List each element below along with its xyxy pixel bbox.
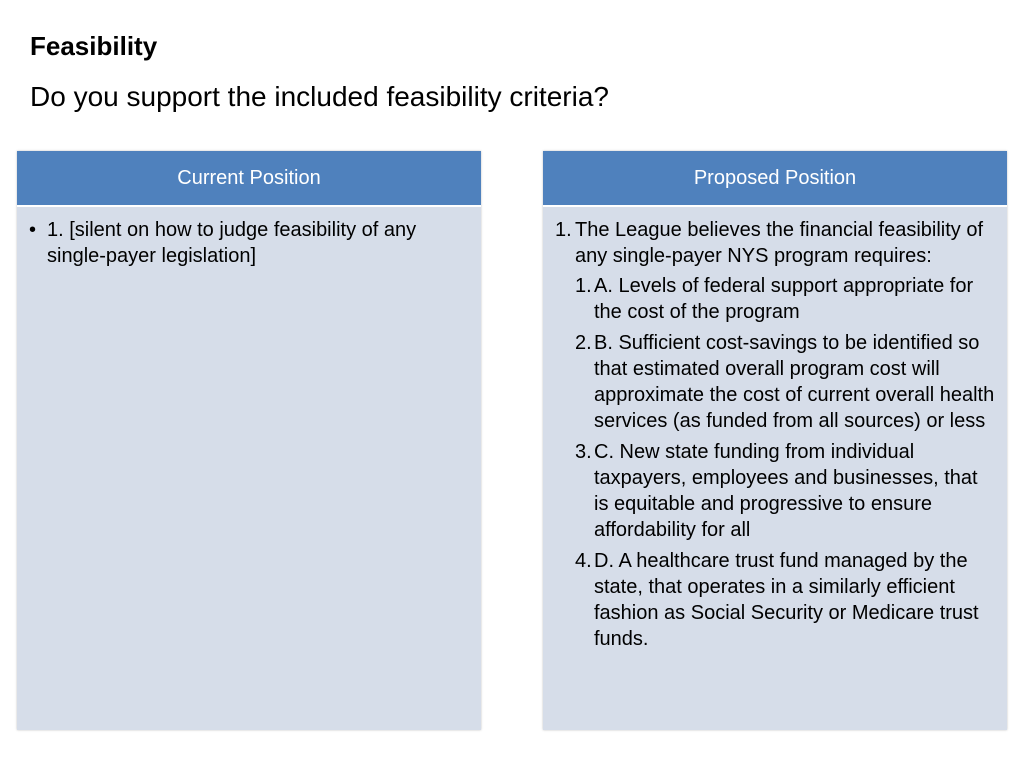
- proposed-main-text: The League believes the financial feasibility of any single-payer NYS program requires:: [575, 219, 984, 267]
- criterion-number: 3.: [575, 441, 592, 463]
- proposed-main-number: 1.: [555, 219, 572, 241]
- criterion-text: A. Levels of federal support appropriate for the cost of the program: [594, 275, 974, 323]
- criterion-text: D. A healthcare trust fund managed by the state, that operates in a similarly efficient fashion as Social Security or Medicare trust funds.: [594, 550, 979, 650]
- proposed-criterion: [575, 439, 995, 543]
- criterion-number: 2.: [575, 332, 592, 354]
- proposed-position-header: Proposed Position: [543, 151, 1007, 207]
- proposed-position-panel: [543, 151, 1007, 730]
- slide-subtitle: Do you support the included feasibility criteria?: [30, 81, 609, 112]
- bullet-icon: •: [29, 219, 37, 241]
- current-position-text: 1. [silent on how to judge feasibility of any single-payer legislation]: [47, 219, 417, 267]
- criterion-number: 1.: [575, 275, 592, 297]
- criterion-text: C. New state funding from individual taxpayers, employees and businesses, that is equitable and progressive to ensure affordability for all: [594, 441, 978, 541]
- proposed-criteria-list: [555, 273, 995, 652]
- proposed-position-body: [543, 207, 1007, 652]
- slide-title: Feasibility: [30, 31, 158, 61]
- proposed-criterion: [575, 273, 995, 325]
- criterion-number: 4.: [575, 550, 592, 572]
- proposed-main-item: [555, 217, 995, 269]
- current-position-panel: [17, 151, 481, 730]
- current-position-item: [29, 217, 469, 269]
- proposed-criterion: [575, 330, 995, 434]
- criterion-text: B. Sufficient cost-savings to be identified so that estimated overall program cost will approximate the cost of current overall health services (as funded from all sources) or less: [594, 332, 995, 432]
- proposed-criterion: [575, 548, 995, 652]
- current-position-body: [17, 207, 481, 269]
- current-position-header: Current Position: [17, 151, 481, 207]
